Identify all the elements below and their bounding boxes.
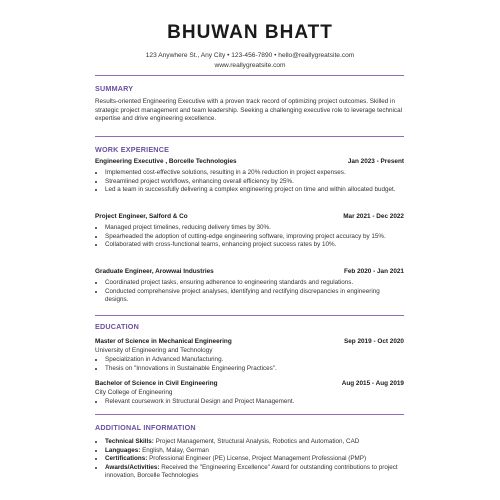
item-value: English, Malay, German [140, 446, 209, 454]
job-2 [95, 213, 404, 220]
education-heading: EDUCATION [95, 322, 139, 331]
list-item: • Collaborated with cross-functional teams, enhancing project success rates by 10%. [105, 241, 405, 250]
item-value: Project Management, Structural Analysis, Robotics and Automation, CAD [153, 438, 360, 445]
item-label: Technical Skills: [105, 438, 154, 445]
list-item [105, 464, 405, 481]
school-name: University of Engineering and Technology [95, 347, 213, 354]
experience-heading: WORK EXPERIENCE [95, 145, 170, 154]
candidate-name: BHUWAN BHATT [167, 22, 333, 43]
list-item: • Led a team in successfully delivering a complex engineering project on time and within allocated budget. [105, 186, 405, 195]
job-3 [95, 268, 404, 275]
degree-dates: Sep 2019 - Oct 2020 [343, 338, 404, 345]
job-3-bullets [95, 279, 405, 305]
contact-line: 123 Anywhere St., Any City • 123-456-7890 • hello@reallygreatsite.com [145, 52, 355, 59]
degree-2-bullets [95, 398, 405, 407]
list-item [105, 447, 405, 456]
job-1 [95, 158, 404, 165]
item-value: Professional Engineer (PE) License, Project Management Professional (PMP) [147, 455, 367, 463]
list-item: • Specialization in Advanced Manufacturing. [105, 356, 405, 365]
list-item: • Implemented cost-effective solutions, resulting in a 20% reduction in project expenses. [105, 169, 405, 178]
contact-info [0, 51, 500, 70]
list-item [105, 438, 405, 447]
degree-2 [95, 380, 404, 387]
degree-1 [95, 338, 404, 345]
job-2-bullets [95, 224, 405, 250]
job-title: Project Engineer, Salford & Co [95, 213, 188, 220]
degree-title: Bachelor of Science in Civil Engineering [95, 380, 218, 387]
divider [95, 414, 404, 415]
divider [95, 136, 404, 137]
list-item: • Spearheaded the adoption of cutting-edge engineering software, improving project accuracy by 15%. [105, 233, 405, 242]
list-item: • Streamlined project workflows, enhancing overall efficiency by 25%. [105, 178, 405, 187]
list-item: • Thesis on "Innovations in Sustainable Engineering Practices". [105, 365, 405, 374]
school-name: City College of Engineering [95, 389, 173, 396]
job-dates: Feb 2020 - Jan 2021 [343, 268, 404, 275]
job-1-bullets [95, 169, 405, 195]
summary-heading: SUMMARY [95, 84, 134, 93]
item-label: Awards/Activities: [105, 463, 160, 471]
degree-1-bullets [95, 356, 405, 373]
list-item: • Coordinated project tasks, ensuring adherence to engineering standards and regulations. [105, 279, 405, 288]
job-dates: Mar 2021 - Dec 2022 [343, 213, 404, 220]
degree-dates: Aug 2015 - Aug 2019 [341, 380, 404, 387]
divider [95, 75, 404, 76]
list-item: • Conducted comprehensive project analyses, identifying and rectifying discrepancies in engineering designs. [105, 288, 405, 305]
degree-title: Master of Science in Mechanical Engineering [95, 338, 232, 345]
job-title: Engineering Executive , Borcelle Technologies [95, 158, 237, 165]
job-dates: Jan 2023 - Present [347, 158, 404, 165]
additional-heading: ADDITIONAL INFORMATION [95, 423, 196, 432]
summary-text: Results-oriented Engineering Executive with a proven track record of optimizing project outcomes. Skilled in strategic project management and team leadership. Seeking a challenging executive role to leverage technical expertise and drive engineering excellence. [95, 98, 402, 123]
job-title: Graduate Engineer, Arowwai Industries [95, 268, 214, 275]
list-item: • Managed project timelines, reducing delivery times by 30%. [105, 224, 405, 233]
divider [95, 315, 404, 316]
list-item: • Relevant coursework in Structural Design and Project Management. [105, 398, 405, 407]
additional-list [95, 438, 405, 481]
item-label: Certifications: [105, 455, 148, 463]
website: www.reallygreatsite.com [214, 61, 286, 69]
item-value: Received the "Engineering Excellence" Award for outstanding contributions to project innovation, Borcelle Technologies [105, 463, 398, 480]
item-label: Languages: [105, 446, 141, 454]
list-item [105, 455, 405, 464]
